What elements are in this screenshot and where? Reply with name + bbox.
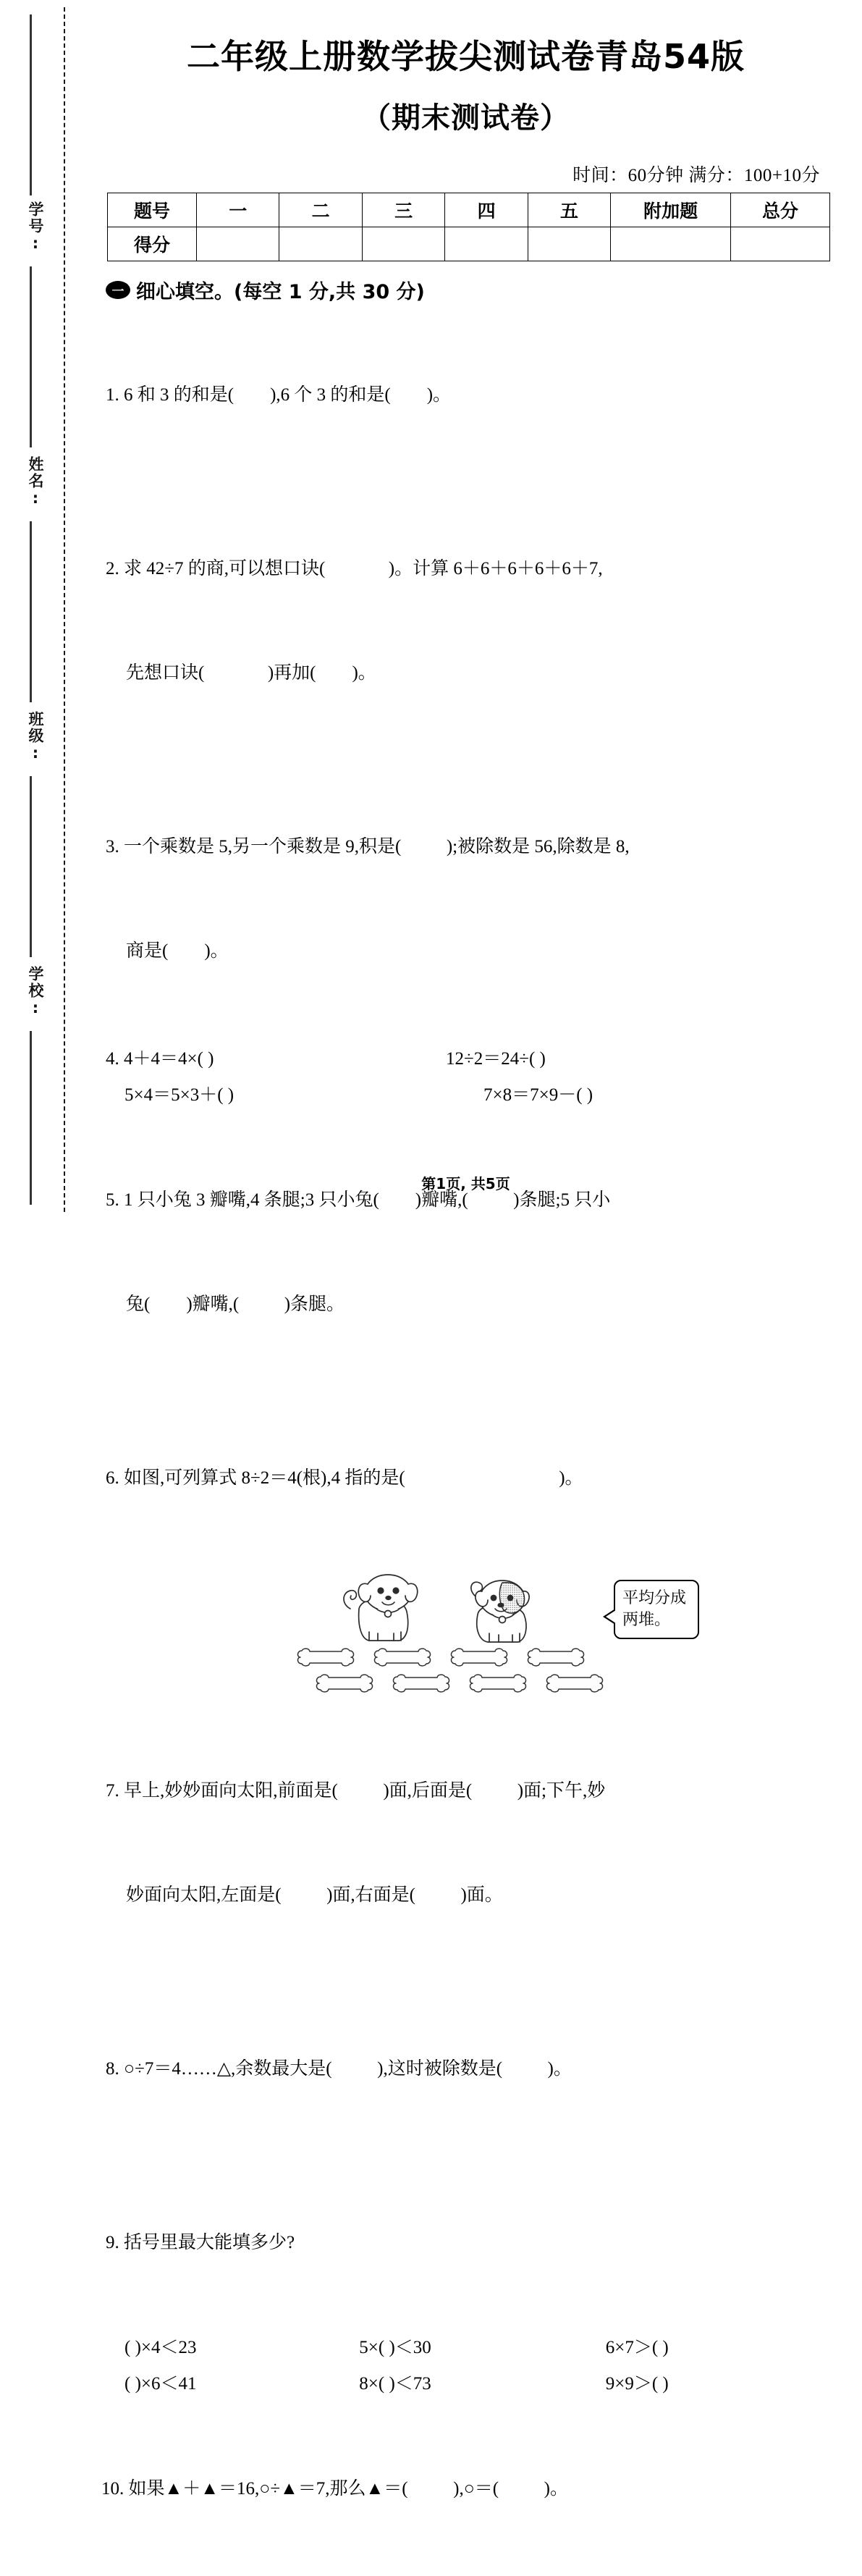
question-4 [69,1041,862,1114]
question-9 [106,2156,840,2330]
dog-right-icon [457,1574,544,1650]
question-1-text: 1. 6 和 3 的和是( ),6 个 3 的和是( )。 [106,384,452,405]
school-rule-upper [30,776,32,957]
question-3-line-2: 商是( )。 [126,940,229,961]
question-8-text: 8. ○÷7＝4……△,余数最大是( ),这时被除数是( )。 [106,2058,572,2079]
dog-left-icon [337,1571,428,1647]
question-9-item-a2: 5×( )＜30 [359,2337,431,2357]
score-cell-2[interactable] [279,227,362,261]
question-10 [101,2402,840,2576]
name-rule-upper [30,266,32,447]
class-rule-upper [30,521,32,702]
score-col-extra: 附加题 [611,193,731,227]
score-cell-4[interactable] [445,227,528,261]
question-4-row-2 [124,1077,840,1114]
page-number-label: 第1页, 共5页 [421,1175,510,1192]
question-10-text: 10. 如果▲＋▲＝16,○÷▲＝7,那么▲＝( ),○＝( )。 [101,2478,568,2499]
question-9-item-a3: 6×7＞( ) [605,2337,669,2357]
score-col-total: 总分 [731,193,830,227]
question-4-item-b: 12÷2＝24÷( ) [446,1048,546,1069]
question-5-line-1: 5. 1 只小兔 3 瓣嘴,4 条腿;3 只小兔( )瓣嘴,( )条腿;5 只小 [106,1190,611,1210]
page-title: 二年级上册数学拔尖测试卷青岛54版 [186,37,745,76]
question-2-line-1: 2. 求 42÷7 的商,可以想口诀( )。计算 6＋6＋6＋6＋6＋7, [106,558,603,578]
student-id-rule [30,14,32,195]
question-6-text: 6. 如图,可列算式 8÷2＝4(根),4 指的是( )。 [106,1468,583,1488]
question-7-line-1: 7. 早上,妙妙面向太阳,前面是( )面,后面是( )面;下午,妙 [106,1780,606,1801]
score-col-1: 一 [197,193,279,227]
question-7-line-2: 妙面向太阳,左面是( )面,右面是( )面。 [126,1885,503,1905]
score-col-5: 五 [528,193,610,227]
section-heading-fill-in-blanks [106,276,862,304]
side-label-name: 姓名: [27,456,44,508]
section-number-badge: 一 [106,281,130,299]
question-2-line-2: 先想口诀( )再加( )。 [126,662,376,683]
question-5 [106,1114,840,1392]
question-3 [106,760,840,1038]
question-9-item-b2: 8×( )＜73 [359,2373,431,2394]
question-4-item-c: 5×4＝5×3＋( ) [124,1085,234,1105]
left-margin-strip [0,0,69,1219]
table-row-header [108,193,830,227]
question-3-line-1: 3. 一个乘数是 5,另一个乘数是 9,积是( );被除数是 56,除数是 8, [106,836,630,856]
score-cell-3[interactable] [362,227,444,261]
question-9-prompt: 9. 括号里最大能填多少? [106,2232,295,2252]
question-4-item-d: 7×8＝7×9－( ) [483,1085,593,1105]
page-subtitle: （期末测试卷） [362,101,570,135]
question-4-row-1 [106,1041,840,1077]
question-6 [106,1392,840,1565]
page-footer [69,1172,862,1193]
score-table [107,193,830,261]
question-9-item-b1: ( )×6＜41 [124,2373,197,2394]
score-table-wrapper [107,193,830,261]
score-cell-1[interactable] [197,227,279,261]
score-cell-5[interactable] [528,227,610,261]
exam-page [69,0,862,2499]
score-col-3: 三 [362,193,444,227]
question-2 [106,482,840,760]
side-label-school: 学校: [27,966,44,1018]
speech-bubble-text: 平均分成两堆。 [622,1588,687,1629]
question-9-item-b3: 9×9＞( ) [605,2373,669,2394]
score-col-2: 二 [279,193,362,227]
question-9-item-a1: ( )×4＜23 [124,2337,197,2357]
bones-group-icon [294,1645,605,1703]
score-cell-total[interactable] [731,227,830,261]
side-label-student-id: 学号: [27,201,44,253]
section-heading-label: 细心填空。(每空 1 分,共 30 分) [136,280,425,303]
score-table-row-label-number: 题号 [108,193,197,227]
question-8 [106,1982,840,2156]
question-6-figure [69,1567,862,1704]
score-table-row-label-score: 得分 [108,227,197,261]
question-7 [106,1704,840,1982]
score-cell-extra[interactable] [611,227,731,261]
exam-meta-info: 时间：60分钟 满分：100+10分 [572,165,820,185]
side-label-class: 班级: [27,711,44,763]
question-9-row-2 [124,2366,840,2402]
question-9-row-1 [124,2330,840,2366]
question-4-item-a: 4. 4＋4＝4×( ) [106,1048,214,1069]
question-5-line-2: 兔( )瓣嘴,( )条腿。 [126,1294,345,1314]
school-rule-lower [30,1031,32,1205]
dashed-fold-line [64,7,65,1212]
speech-bubble [614,1580,699,1639]
table-row-scores [108,227,830,261]
question-1 [106,308,840,482]
score-col-4: 四 [445,193,528,227]
